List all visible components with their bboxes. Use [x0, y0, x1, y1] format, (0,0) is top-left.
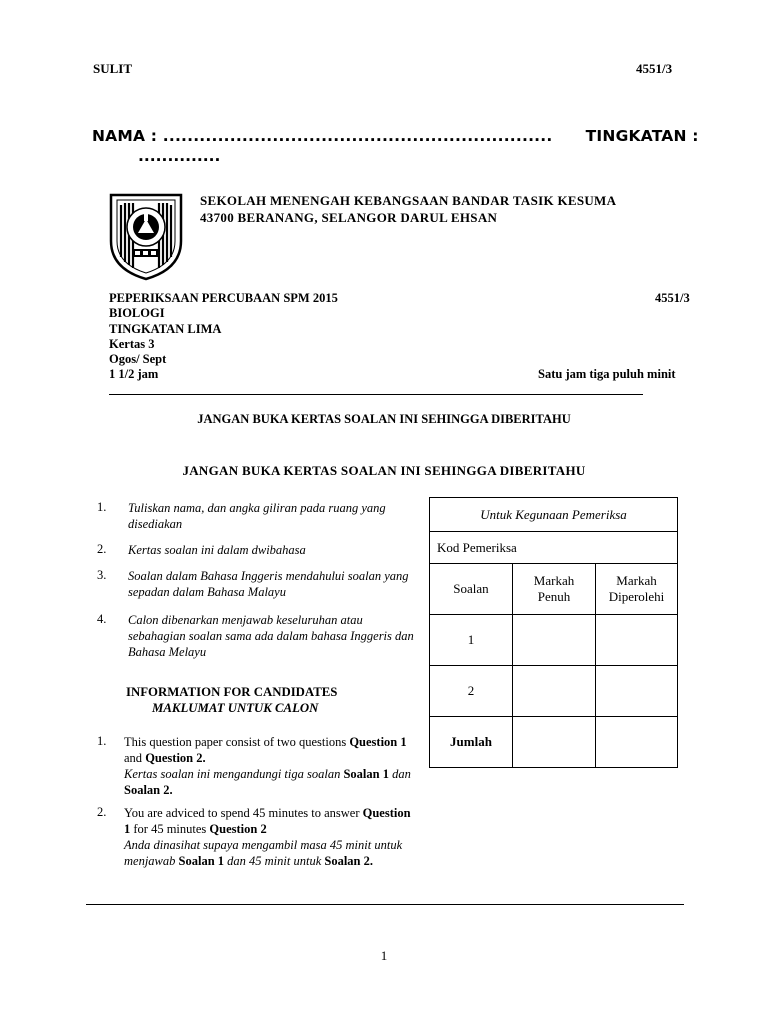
instruction-number: 1.: [97, 500, 107, 514]
info-item-number: 2.: [97, 805, 107, 819]
info-item-text: This question paper consist of two questions: [124, 735, 350, 749]
question-1-label: Question 1: [124, 806, 411, 836]
instruction-text: Kertas soalan ini dalam dwibahasa: [128, 543, 306, 557]
row-markah-diperolehi[interactable]: [596, 666, 678, 717]
tingkatan-field: TINGKATAN :: [585, 127, 699, 145]
row-jumlah: Jumlah: [430, 717, 513, 768]
instruction-number: 2.: [97, 542, 107, 556]
info-subtitle: MAKLUMAT UNTUK CALON: [152, 701, 319, 715]
soalan-1-label: Soalan 1: [343, 767, 389, 781]
examiner-table: [429, 497, 678, 768]
page-number: 1: [380, 948, 388, 963]
info-item-1: [124, 734, 414, 798]
school-address: 43700 BERANANG, SELANGOR DARUL EHSAN: [200, 210, 498, 225]
warning-second: JANGAN BUKA KERTAS SOALAN INI SEHINGGA DIBERITAHU: [182, 463, 586, 478]
info-item-text: for 45 minutes: [130, 822, 210, 836]
school-crest-icon: [108, 191, 184, 281]
question-2-label: Question 2.: [145, 751, 206, 765]
row-soalan: 2: [430, 666, 513, 717]
info-title: INFORMATION FOR CANDIDATES: [126, 685, 338, 699]
header-code: 4551/3: [636, 61, 673, 76]
table-title: Untuk Kegunaan Pemeriksa: [430, 498, 678, 532]
instruction-number: 4.: [97, 612, 107, 626]
question-2-label: Question 2: [209, 822, 267, 836]
instruction-text: Calon dibenarkan menjawab keseluruhan atau sebahagian soalan sama ada dalam bahasa Inggeris dan Bahasa Melayu: [128, 613, 414, 659]
divider-line: [109, 394, 643, 395]
kod-pemeriksa: Kod Pemeriksa: [430, 532, 678, 564]
instruction-text: Tuliskan nama, dan angka giliran pada ruang yang disediakan: [128, 501, 386, 531]
header-sulit: SULIT: [93, 61, 133, 76]
col-markah-diperolehi-line2: Diperolehi: [608, 589, 665, 604]
info-item-text: dan: [388, 767, 411, 781]
footer-line: [86, 904, 684, 905]
instruction-number: 3.: [97, 568, 107, 582]
nama-field: NAMA : ................................................................: [92, 127, 553, 145]
row-markah-penuh[interactable]: [513, 666, 596, 717]
exam-form: TINGKATAN LIMA: [109, 322, 222, 336]
soalan-1-label: Soalan 1: [178, 854, 225, 868]
total-markah-penuh[interactable]: [513, 717, 596, 768]
info-item-text: and: [124, 751, 146, 765]
info-item-text: dan 45 minit untuk: [224, 854, 325, 868]
exam-duration-words: Satu jam tiga puluh minit: [538, 367, 676, 381]
soalan-2-label: Soalan 2.: [124, 783, 173, 797]
name-line: [92, 127, 699, 145]
exam-month: Ogos/ Sept: [109, 352, 167, 366]
info-item-number: 1.: [97, 734, 107, 748]
info-item-2: [124, 805, 414, 869]
exam-title: PEPERIKSAAN PERCUBAAN SPM 2015: [109, 291, 338, 305]
col-soalan: Soalan: [430, 564, 513, 615]
col-markah-penuh-line1: Markah: [533, 573, 575, 588]
row-markah-penuh[interactable]: [513, 615, 596, 666]
warning-first: JANGAN BUKA KERTAS SOALAN INI SEHINGGA DIBERITAHU: [197, 412, 571, 426]
col-markah-penuh: [513, 564, 596, 615]
table-row: [430, 615, 678, 666]
soalan-2-label: Soalan 2.: [324, 854, 374, 868]
total-markah-diperolehi[interactable]: [596, 717, 678, 768]
school-name: SEKOLAH MENENGAH KEBANGSAAN BANDAR TASIK KESUMA: [200, 193, 617, 208]
exam-paper: Kertas 3: [109, 337, 155, 351]
name-line-continuation: ..............: [138, 147, 221, 165]
instruction-text: Soalan dalam Bahasa Inggeris mendahului soalan yang sepadan dalam Bahasa Malayu: [128, 569, 409, 599]
exam-duration: 1 1/2 jam: [109, 367, 159, 381]
col-markah-diperolehi-line1: Markah: [616, 573, 657, 588]
question-1-label: Question 1: [349, 735, 407, 749]
info-item-text: You are adviced to spend 45 minutes to answer: [124, 806, 363, 820]
col-markah-diperolehi: [596, 564, 678, 615]
row-markah-diperolehi[interactable]: [596, 615, 678, 666]
row-soalan: 1: [430, 615, 513, 666]
exam-subject: BIOLOGI: [109, 306, 165, 320]
exam-code: 4551/3: [655, 291, 690, 305]
info-item-text: Kertas soalan ini mengandungi tiga soalan: [124, 767, 344, 781]
table-row-total: [430, 717, 678, 768]
col-markah-penuh-line2: Penuh: [537, 589, 571, 604]
info-item-text: Anda dinasihat supaya mengambil masa 45 minit untuk menjawab: [124, 838, 403, 868]
table-row: [430, 666, 678, 717]
